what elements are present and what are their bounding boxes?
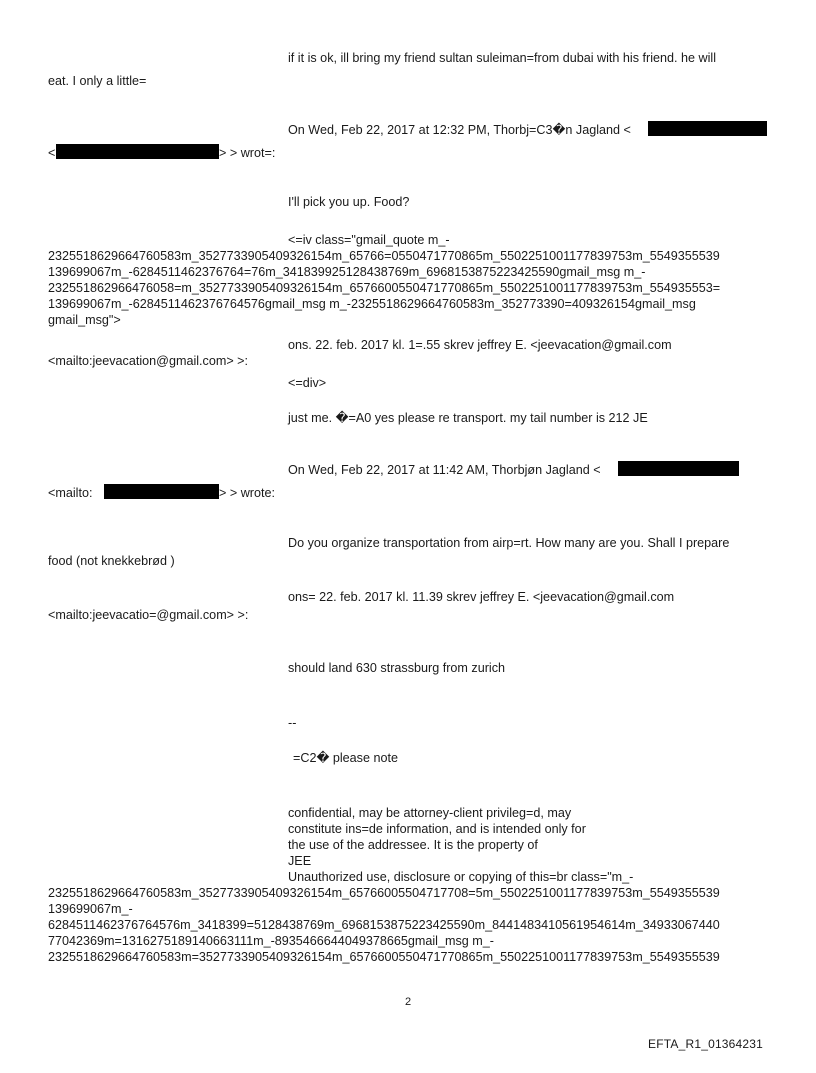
text-line: <: [48, 146, 56, 160]
text-line: <mailto:jeevacation@gmail.com> >:: [48, 354, 249, 368]
text-line: On Wed, Feb 22, 2017 at 12:32 PM, Thorbj=C3�n Jagland <: [288, 123, 631, 137]
text-line: JEE: [288, 854, 312, 868]
text-line: <=iv class="gmail_quote m_-: [288, 233, 450, 247]
text-line: > > wrote:: [219, 486, 276, 500]
text-line: On Wed, Feb 22, 2017 at 11:42 AM, Thorbjøn Jagland <: [288, 463, 601, 477]
page-number: 2: [404, 996, 412, 1008]
text-line: ons= 22. feb. 2017 kl. 11.39 skrev jeffrey E. <jeevacation@gmail.com: [288, 590, 675, 604]
text-line: confidential, may be attorney-client privileg=d, may: [288, 806, 572, 820]
text-line: 2325518629664760583m=3527733905409326154m_6576600550471770865m_5502251001177839753m_5549355539: [48, 950, 720, 964]
text-line: I'll pick you up. Food?: [288, 195, 410, 209]
document-id: EFTA_R1_01364231: [648, 1037, 764, 1051]
text-line: if it is ok, ill bring my friend sultan suleiman=from dubai with his friend. he will: [288, 51, 717, 65]
text-line: 139699067m_-6284511462376764576gmail_msg m_-2325518629664760583m_352773390=409326154gmail_msg: [48, 297, 696, 311]
text-line: 2325518629664760583m_3527733905409326154m_65766005504717708=5m_5502251001177839753m_5549355539: [48, 886, 720, 900]
text-line: 2325518629664760583m_3527733905409326154m_65766=0550471770865m_5502251001177839753m_5549355539: [48, 249, 720, 263]
redaction-bar: [56, 144, 219, 159]
text-line: constitute ins=de information, and is intended only for: [288, 822, 586, 836]
text-line: Do you organize transportation from airp=rt. How many are you. Shall I prepare: [288, 536, 730, 550]
text-line: 139699067m_-: [48, 902, 133, 916]
text-line: eat. I only a little=: [48, 74, 147, 88]
text-line: food (not knekkebrød ): [48, 554, 175, 568]
text-line: <=div>: [288, 376, 327, 390]
text-line: ons. 22. feb. 2017 kl. 1=.55 skrev jeffrey E. <jeevacation@gmail.com: [288, 338, 672, 352]
text-line: 139699067m_-6284511462376764=76m_341839925128438769m_6968153875223425590gmail_msg m_-: [48, 265, 646, 279]
text-line: gmail_msg">: [48, 313, 121, 327]
text-line: <mailto:jeevacatio=@gmail.com> >:: [48, 608, 249, 622]
text-line: should land 630 strassburg from zurich: [288, 661, 506, 675]
text-line: the use of the addressee. It is the property of: [288, 838, 538, 852]
redaction-bar: [648, 121, 767, 136]
text-line: <mailto:: [48, 486, 93, 500]
text-line: 232551862966476058=m_3527733905409326154m_6576600550471770865m_5502251001177839753m_554935553=: [48, 281, 721, 295]
text-line: --: [288, 716, 297, 730]
text-line: just me. �=A0 yes please re transport. my tail number is 212 JE: [288, 411, 648, 425]
text-line: Unauthorized use, disclosure or copying of this=br class="m_-: [288, 870, 634, 884]
text-line: > > wrot=:: [219, 146, 276, 160]
text-line: 6284511462376764576m_3418399=5128438769m_6968153875223425590m_8441483410561954614m_34933067440: [48, 918, 720, 932]
redaction-bar: [618, 461, 739, 476]
redaction-bar: [104, 484, 219, 499]
text-line: =C2� please note: [293, 751, 398, 765]
text-line: 77042369m=1316275189140663111m_-8935466644049378665gmail_msg m_-: [48, 934, 494, 948]
